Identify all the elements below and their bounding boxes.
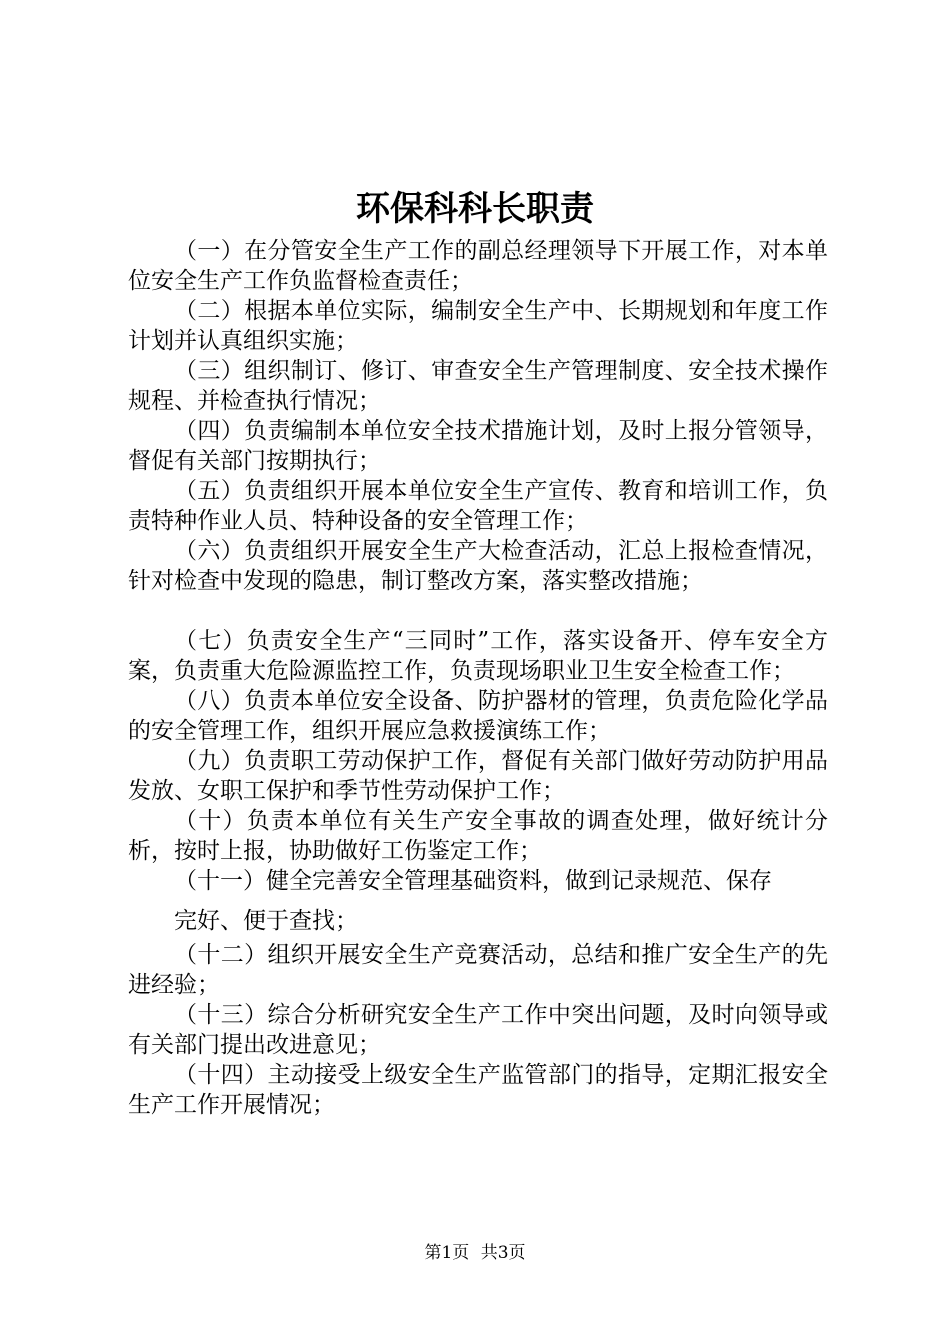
page-total: 共3页 <box>480 1243 526 1263</box>
page-footer <box>0 1241 950 1265</box>
duty-item-7: （七）负责安全生产“三同时”工作，落实设备开、停车安全方案，负责重大危险源监控工作，负责现场职业卫生安全检查工作； <box>128 628 828 684</box>
page-title: 环保科科长职责 <box>356 189 594 229</box>
duty-item-3: （三）组织制订、修订、审查安全生产管理制度、安全技术操作规程、并检查执行情况； <box>128 358 828 414</box>
duty-item-11: （十一）健全完善安全管理基础资料，做到记录规范、保存 <box>174 868 772 894</box>
duty-item-10: （十）负责本单位有关生产安全事故的调查处理，做好统计分析，按时上报，协助做好工伤鉴定工作； <box>128 808 828 864</box>
duty-item-9: （九）负责职工劳动保护工作，督促有关部门做好劳动防护用品发放、女职工保护和季节性劳动保护工作； <box>128 748 828 804</box>
duty-item-2: （二）根据本单位实际，编制安全生产中、长期规划和年度工作计划并认真组织实施； <box>128 298 828 354</box>
duty-item-14: （十四）主动接受上级安全生产监管部门的指导，定期汇报安全生产工作开展情况； <box>128 1062 828 1118</box>
duty-item-8: （八）负责本单位安全设备、防护器材的管理，负责危险化学品的安全管理工作，组织开展应急救援演练工作； <box>128 688 828 744</box>
duty-item-6: （六）负责组织开展安全生产大检查活动，汇总上报检查情况，针对检查中发现的隐患，制订整改方案，落实整改措施； <box>128 538 828 594</box>
document-body <box>128 236 828 1120</box>
duty-item-11-continued: 完好、便于查找； <box>174 908 358 934</box>
duty-item-4: （四）负责编制本单位安全技术措施计划，及时上报分管领导，督促有关部门按期执行； <box>128 418 828 474</box>
duty-item-13: （十三）综合分析研究安全生产工作中突出问题，及时向领导或有关部门提出改进意见； <box>128 1002 828 1058</box>
duty-item-12: （十二）组织开展安全生产竞赛活动，总结和推广安全生产的先进经验； <box>128 942 828 998</box>
page-number: 第1页 <box>424 1243 470 1263</box>
duty-item-1: （一）在分管安全生产工作的副总经理领导下开展工作，对本单位安全生产工作负监督检查责任； <box>128 238 828 294</box>
duty-item-5: （五）负责组织开展本单位安全生产宣传、教育和培训工作，负责特种作业人员、特种设备的安全管理工作； <box>128 478 828 534</box>
blank-line <box>128 596 828 626</box>
